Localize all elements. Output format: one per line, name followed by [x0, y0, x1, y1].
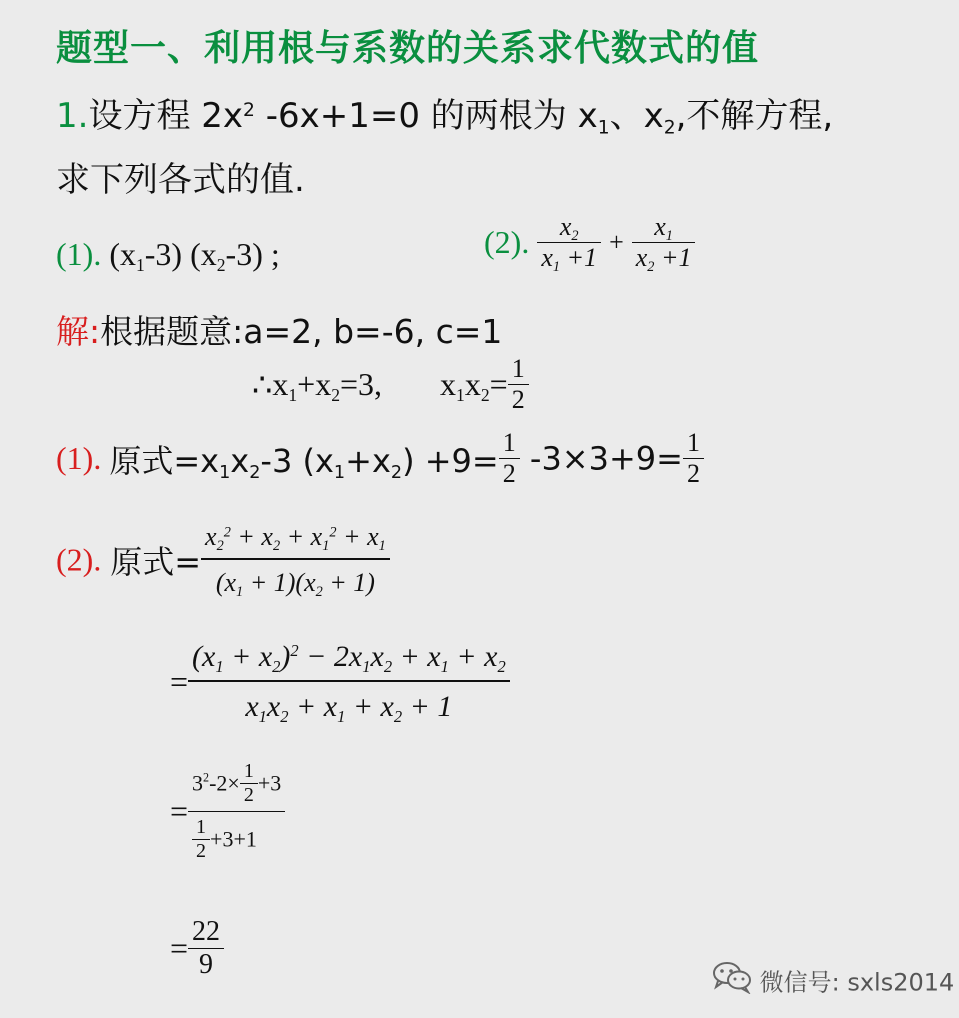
problem-number: 1. — [56, 96, 89, 136]
fraction-step-3: $3^2-2\times$ $\frac{1}{2}$ +3 $\frac{1}{2}$ +3+1 — [188, 760, 285, 863]
answer-part-2-step-2: = $\frac{(x_1 + x_2)^2 - 2x_1x_2 + x_1 + x_2}{x_1x_2 + x_1 + x_2 + 1}$ — [170, 640, 510, 724]
answer-1-label: (1). — [56, 440, 102, 476]
answer-part-2-step-3: = $3^2-2\times$ $\frac{1}{2}$ +3 $\frac{1}{2}$ +3+1 — [170, 760, 285, 863]
fraction-x1-over-x2plus1: $\frac{x_1}{x_2 +1}$ — [632, 212, 696, 273]
fraction-one-half: $\frac{1}{2}$ — [683, 428, 704, 489]
fraction-final-answer: $\frac{22}{9}$ — [188, 916, 224, 981]
fraction-one-half: $\frac{1}{2}$ — [240, 760, 258, 807]
answer-part-1: (1). 原式$=x_1x_2-3$ $(x_1+x_2) +9=$ $\frac{1}{2}$ -3×3+9= $\frac{1}{2}$ — [56, 428, 704, 489]
answer-part-2-step-4: = $\frac{22}{9}$ — [170, 916, 224, 981]
fraction-x2-over-x1plus1: $\frac{x_2}{x_1 +1}$ — [537, 212, 601, 273]
therefore-symbol: ∴ — [252, 366, 273, 403]
vieta-relations: $\therefore x_1+x_2=3$, $x_1x_2=$ $\frac{1}{2}$ — [252, 354, 529, 415]
fraction-step-2: $\frac{(x_1 + x_2)^2 - 2x_1x_2 + x_1 + x_2}{x_1x_2 + x_1 + x_2 + 1}$ — [188, 640, 510, 724]
fraction-one-half: $\frac{1}{2}$ — [499, 428, 520, 489]
problem-line-2: 求下列各式的值. — [56, 160, 305, 200]
part-1-label: (1). — [56, 236, 102, 272]
watermark — [712, 960, 954, 1000]
watermark-text: 微信号: sxls2014 — [759, 968, 955, 997]
part-2-label: (2). — [484, 224, 530, 260]
question-part-1: (1). $(x_1-3)$ $(x_2-3)$ ; — [56, 236, 280, 276]
problem-line-1: 1.设方程 $2x^2$ -6x+1=0 的两根为 $x_1$、$x_2$,不解方程, — [56, 96, 834, 139]
fraction-one-half: $\frac{1}{2}$ — [508, 354, 529, 415]
question-part-2: (2). $\frac{x_2}{x_1 +1}$ + $\frac{x_1}{x_2 +1}$ — [484, 212, 695, 273]
answer-part-2-step-1: (2). 原式= $\frac{x_2^2 + x_2 + x_1^2 + x_1}{(x_1 + 1)(x_2 + 1)}$ — [56, 522, 390, 598]
answer-2-label: (2). — [56, 541, 102, 578]
fraction-step-1: $\frac{x_2^2 + x_2 + x_1^2 + x_1}{(x_1 + 1)(x_2 + 1)}$ — [201, 522, 390, 598]
fraction-one-half: $\frac{1}{2}$ — [192, 816, 210, 863]
section-title: 题型一、利用根与系数的关系求代数式的值 — [56, 28, 760, 69]
solution-intro: 解:根据题意:a=2, b=-6, c=1 — [56, 312, 503, 351]
wechat-icon — [712, 960, 752, 1000]
solution-label: 解 — [56, 312, 89, 351]
